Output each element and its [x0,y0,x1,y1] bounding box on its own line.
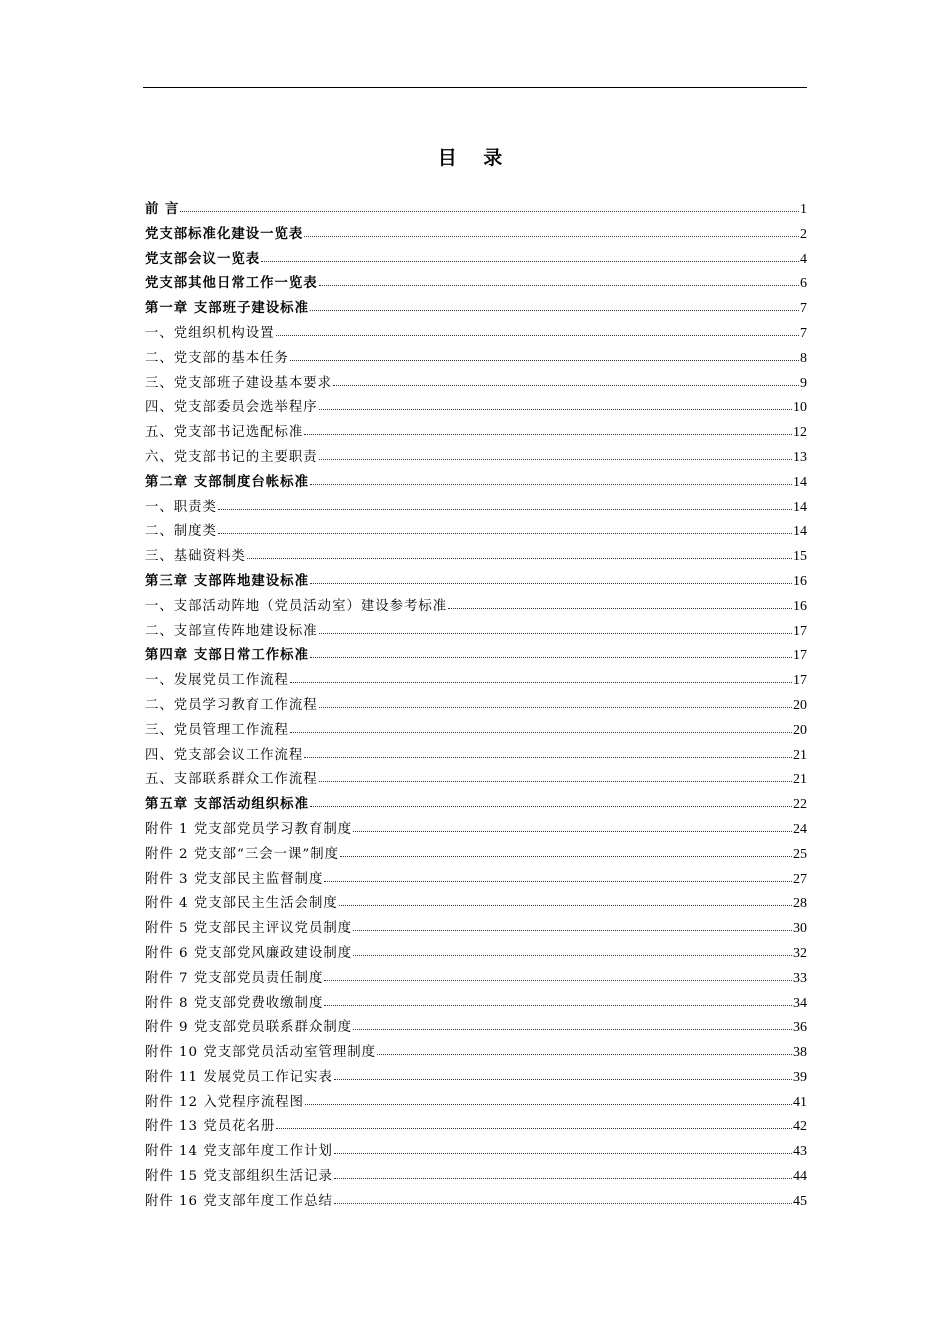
toc-entry-label: 二、支部宣传阵地建设标准 [145,623,318,639]
toc-dot-leader [304,422,792,435]
toc-entry-page: 21 [793,772,807,788]
toc-entry-page: 41 [793,1094,807,1110]
toc-entry[interactable] [145,992,807,1017]
toc-entry-label: 党支部会议一览表 [145,251,261,267]
toc-dot-leader [290,348,799,361]
toc-dot-leader [334,1067,792,1080]
toc-dot-leader [310,571,792,584]
toc-entry-label: 附件 15 党支部组织生活记录 [145,1169,333,1185]
toc-entry-label: 五、支部联系群众工作流程 [145,772,318,788]
toc-entry-page: 24 [793,821,807,837]
toc-entry-label: 三、基础资料类 [145,549,246,565]
toc-dot-leader [448,596,792,609]
toc-entry-page: 14 [793,499,807,515]
toc-entry[interactable] [145,744,807,769]
toc-entry-label: 党支部其他日常工作一览表 [145,276,318,292]
toc-entry-page: 21 [793,747,807,763]
toc-dot-leader [319,397,792,410]
toc-entry-page: 14 [793,474,807,490]
toc-dot-leader [319,447,792,460]
toc-dot-leader [339,893,792,906]
toc-entry-label: 三、党支部班子建设基本要求 [145,375,333,391]
toc-entry[interactable] [145,322,807,347]
toc-entry[interactable] [145,496,807,521]
page-title: 目 录 [437,147,513,169]
toc-entry[interactable] [145,297,807,322]
toc-dot-leader [276,1116,792,1129]
toc-entry[interactable] [145,768,807,793]
toc-entry-page: 6 [800,276,807,292]
toc-entry[interactable] [145,446,807,471]
toc-entry-page: 4 [800,251,807,267]
toc-entry-label: 六、党支部书记的主要职责 [145,449,318,465]
toc-entry-page: 33 [793,970,807,986]
toc-entry-label: 附件 14 党支部年度工作计划 [145,1144,333,1160]
toc-entry-label: 五、党支部书记选配标准 [145,425,304,441]
toc-entry-page: 44 [793,1169,807,1185]
toc-entry-label: 前 言 [145,202,180,217]
toc-entry[interactable] [145,223,807,248]
toc-entry[interactable] [145,1190,807,1215]
toc-entry-page: 7 [800,301,807,317]
toc-entry-page: 20 [793,722,807,738]
toc-entry-label: 附件 12 入党程序流程图 [145,1094,305,1110]
toc-entry[interactable] [145,1016,807,1041]
toc-entry-page: 17 [793,673,807,689]
toc-entry-page: 13 [793,449,807,465]
toc-entry[interactable] [145,396,807,421]
toc-entry[interactable] [145,793,807,818]
toc-entry-label: 二、党支部的基本任务 [145,350,289,366]
toc-entry-label: 附件 1 党支部党员学习教育制度 [145,821,353,837]
toc-entry[interactable] [145,620,807,645]
toc-entry[interactable] [145,570,807,595]
toc-entry[interactable] [145,818,807,843]
toc-entry-label: 附件 5 党支部民主评议党员制度 [145,921,353,937]
toc-dot-leader [180,199,799,212]
toc-entry[interactable] [145,1115,807,1140]
toc-dot-leader [334,1141,792,1154]
toc-dot-leader [333,373,799,386]
toc-entry-page: 17 [793,623,807,639]
toc-entry-label: 一、职责类 [145,499,217,515]
toc-entry-label: 第一章 支部班子建设标准 [145,301,309,317]
toc-entry-label: 三、党员管理工作流程 [145,722,289,738]
toc-dot-leader [324,993,792,1006]
toc-dot-leader [353,1017,792,1030]
toc-dot-leader [319,621,792,634]
toc-entry-label: 四、党支部委员会选举程序 [145,400,318,416]
toc-dot-leader [261,249,799,262]
toc-entry-page: 22 [793,797,807,813]
toc-entry[interactable] [145,1091,807,1116]
toc-entry[interactable] [145,347,807,372]
toc-entry[interactable] [145,843,807,868]
toc-entry-page: 2 [800,226,807,242]
toc-entry[interactable] [145,1041,807,1066]
toc-entry-label: 一、党组织机构设置 [145,325,275,341]
toc-entry-label: 第四章 支部日常工作标准 [145,648,309,664]
toc-entry-page: 25 [793,846,807,862]
toc-entry-label: 附件 6 党支部党风廉政建设制度 [145,945,353,961]
toc-entry-page: 34 [793,995,807,1011]
toc-entry-page: 42 [793,1119,807,1135]
toc-entry-page: 12 [793,425,807,441]
toc-entry-label: 附件 16 党支部年度工作总结 [145,1193,333,1209]
toc-dot-leader [218,521,792,534]
toc-entry-label: 附件 4 党支部民主生活会制度 [145,896,338,912]
toc-entry-label: 四、党支部会议工作流程 [145,747,304,763]
toc-entry[interactable] [145,917,807,942]
toc-dot-leader [377,1042,792,1055]
header-rule [143,87,807,88]
toc-dot-leader [304,745,792,758]
toc-entry-page: 39 [793,1069,807,1085]
toc-dot-leader [305,1092,792,1105]
toc-entry-page: 30 [793,921,807,937]
toc-entry[interactable] [145,1140,807,1165]
toc-entry-label: 附件 2 党支部“三会一课”制度 [145,846,340,862]
toc-dot-leader [218,497,792,510]
toc-entry-label: 第二章 支部制度台帐标准 [145,474,309,490]
table-of-contents [145,198,807,1215]
toc-entry[interactable] [145,471,807,496]
toc-entry[interactable] [145,520,807,545]
toc-entry[interactable] [145,595,807,620]
toc-entry[interactable] [145,421,807,446]
toc-entry-label: 附件 3 党支部民主监督制度 [145,871,324,887]
toc-entry-label: 第五章 支部活动组织标准 [145,797,309,813]
toc-entry[interactable] [145,892,807,917]
toc-entry-label: 一、发展党员工作流程 [145,673,289,689]
toc-entry-page: 15 [793,549,807,565]
toc-dot-leader [324,869,792,882]
toc-entry-label: 二、党员学习教育工作流程 [145,697,318,713]
toc-entry[interactable] [145,248,807,273]
toc-dot-leader [310,298,799,311]
toc-dot-leader [353,943,792,956]
toc-entry-page: 14 [793,524,807,540]
toc-dot-leader [334,1166,792,1179]
toc-dot-leader [310,645,792,658]
toc-entry-page: 1 [800,202,807,217]
toc-entry-label: 附件 13 党员花名册 [145,1119,276,1135]
toc-entry[interactable] [145,372,807,397]
toc-dot-leader [353,819,792,832]
toc-entry-label: 一、支部活动阵地（党员活动室）建设参考标准 [145,598,448,614]
toc-dot-leader [324,968,792,981]
toc-entry-page: 20 [793,697,807,713]
toc-entry-label: 第三章 支部阵地建设标准 [145,573,309,589]
toc-entry-label: 附件 9 党支部党员联系群众制度 [145,1020,353,1036]
toc-entry[interactable] [145,1066,807,1091]
toc-entry-page: 8 [800,350,807,366]
toc-dot-leader [353,918,792,931]
toc-entry[interactable] [145,719,807,744]
toc-dot-leader [334,1191,792,1204]
toc-entry-page: 36 [793,1020,807,1036]
toc-entry-page: 28 [793,896,807,912]
toc-entry-label: 附件 11 发展党员工作记实表 [145,1069,333,1085]
toc-dot-leader [290,720,792,733]
toc-entry[interactable] [145,644,807,669]
toc-entry-page: 45 [793,1193,807,1209]
toc-entry-page: 27 [793,871,807,887]
toc-entry-page: 43 [793,1144,807,1160]
toc-entry[interactable] [145,669,807,694]
toc-entry-page: 38 [793,1045,807,1061]
toc-entry-page: 17 [793,648,807,664]
toc-entry[interactable] [145,272,807,297]
toc-dot-leader [340,844,792,857]
toc-entry[interactable] [145,545,807,570]
toc-entry-label: 附件 8 党支部党费收缴制度 [145,995,324,1011]
toc-entry[interactable] [145,868,807,893]
toc-dot-leader [319,273,799,286]
toc-entry-label: 党支部标准化建设一览表 [145,226,304,242]
toc-entry[interactable] [145,694,807,719]
toc-dot-leader [304,224,799,237]
toc-entry[interactable] [145,967,807,992]
toc-entry-page: 7 [800,325,807,341]
toc-dot-leader [247,546,792,559]
toc-dot-leader [310,472,792,485]
toc-entry-label: 附件 7 党支部党员责任制度 [145,970,324,986]
toc-entry-page: 16 [793,598,807,614]
toc-entry[interactable] [145,1165,807,1190]
toc-entry-label: 附件 10 党支部党员活动室管理制度 [145,1045,377,1061]
toc-entry[interactable] [145,942,807,967]
toc-dot-leader [310,794,792,807]
toc-entry-page: 32 [793,945,807,961]
toc-dot-leader [319,769,792,782]
toc-entry[interactable] [145,198,807,223]
toc-entry-label: 二、制度类 [145,524,217,540]
toc-entry-page: 9 [800,375,807,391]
toc-entry-page: 10 [793,400,807,416]
toc-dot-leader [290,670,792,683]
toc-entry-page: 16 [793,573,807,589]
toc-dot-leader [319,695,792,708]
toc-dot-leader [276,323,799,336]
